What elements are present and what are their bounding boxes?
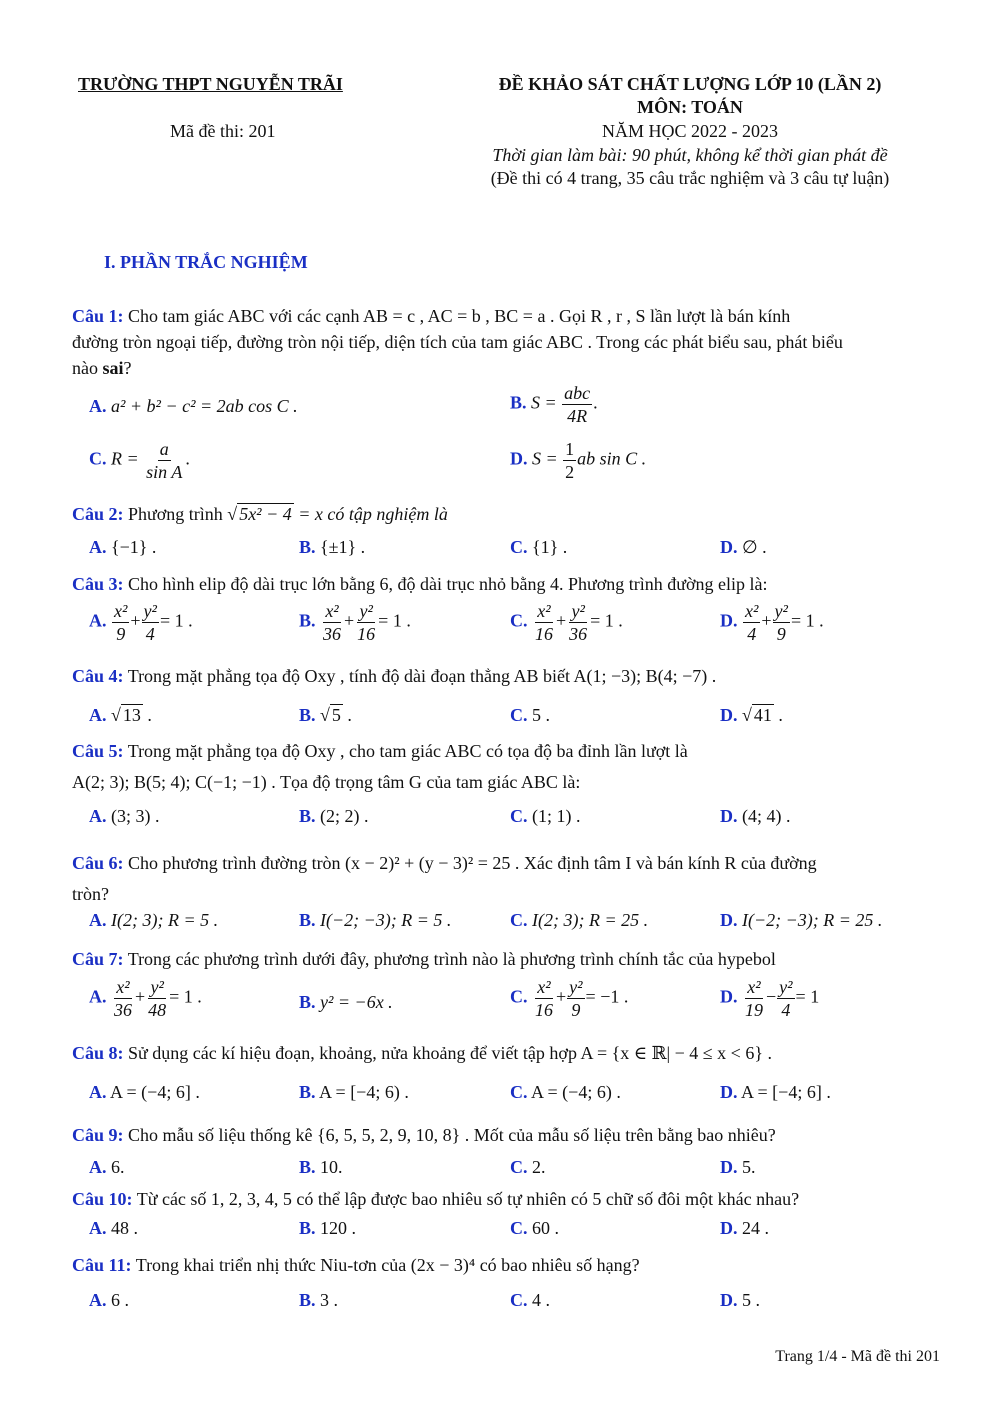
option-text: 3 . bbox=[320, 1290, 339, 1310]
fraction-numerator: x² bbox=[537, 601, 551, 621]
option-d[interactable]: D. √ 41 . bbox=[720, 705, 783, 725]
option-letter: B. bbox=[299, 806, 316, 826]
page-footer: Trang 1/4 - Mã đề thi 201 bbox=[775, 1348, 940, 1365]
question-label: Câu 7: bbox=[72, 949, 124, 969]
option-a[interactable] bbox=[89, 1157, 125, 1178]
option-text: {−1} . bbox=[111, 537, 157, 557]
option-tail: = 1 bbox=[795, 986, 820, 1007]
option-letter: D. bbox=[720, 537, 738, 557]
fraction-denominator: 16 bbox=[357, 624, 376, 644]
option-text: 60 . bbox=[532, 1218, 559, 1238]
question-text: tròn? bbox=[72, 884, 109, 904]
option-b[interactable] bbox=[510, 384, 598, 425]
radicand: 13 bbox=[122, 705, 141, 725]
fraction-denominator: 36 bbox=[114, 1000, 132, 1020]
option-text: (3; 3) . bbox=[111, 806, 160, 826]
option-b[interactable]: B. √ 5 . bbox=[299, 705, 352, 725]
option-a[interactable] bbox=[89, 1290, 129, 1311]
option-text: I(2; 3); R = 25 . bbox=[532, 910, 649, 930]
option-text: (2; 2) . bbox=[320, 806, 369, 826]
option-text: 6. bbox=[111, 1157, 125, 1177]
question-3 bbox=[72, 571, 942, 597]
fraction-denominator: 19 bbox=[745, 1000, 763, 1020]
operator: + bbox=[135, 986, 146, 1007]
question-label: Câu 9: bbox=[72, 1125, 124, 1145]
section-title: I. PHẦN TRẮC NGHIỆM bbox=[104, 252, 308, 272]
option-c[interactable] bbox=[510, 806, 581, 827]
option-text: {±1} . bbox=[320, 537, 366, 557]
option-letter: B. bbox=[299, 537, 316, 557]
option-text: 48 . bbox=[111, 1218, 138, 1238]
emphasis-word: sai bbox=[102, 358, 124, 378]
fraction-numerator: x² bbox=[537, 977, 551, 997]
question-text: Trong khai triển nhị thức Niu-tơn của (2x − 3)⁴ có bao nhiêu số hạng? bbox=[135, 1255, 640, 1275]
question-label: Câu 8: bbox=[72, 1043, 124, 1063]
option-b[interactable] bbox=[299, 602, 411, 643]
option-letter: A. bbox=[89, 610, 107, 631]
option-c[interactable] bbox=[89, 440, 190, 481]
fraction-denominator: 4R bbox=[567, 406, 588, 426]
option-letter: D. bbox=[720, 1218, 738, 1238]
fraction-numerator: a bbox=[159, 439, 169, 459]
option-letter: D. bbox=[720, 705, 738, 725]
question-11 bbox=[72, 1252, 942, 1278]
fraction-numerator: x² bbox=[745, 601, 759, 621]
question-4 bbox=[72, 663, 942, 689]
option-text: ∅ . bbox=[742, 537, 767, 557]
option-letter: C. bbox=[510, 1290, 528, 1310]
option-b[interactable] bbox=[299, 537, 365, 558]
option-letter: B. bbox=[299, 1290, 316, 1310]
time-note: Thời gian làm bài: 90 phút, không kể thời gian phát đề bbox=[492, 145, 888, 165]
option-b[interactable] bbox=[299, 1082, 409, 1103]
option-text: 5. bbox=[742, 1157, 756, 1177]
fraction-numerator: y² bbox=[150, 977, 164, 997]
fraction-denominator: 36 bbox=[323, 624, 342, 644]
option-text: I(−2; −3); R = 5 . bbox=[320, 910, 452, 930]
question-1 bbox=[72, 303, 942, 381]
option-text: A = [−4; 6) . bbox=[319, 1082, 409, 1102]
question-label: Câu 5: bbox=[72, 741, 124, 761]
option-text: 6 . bbox=[111, 1290, 129, 1310]
option-b[interactable] bbox=[299, 1218, 356, 1239]
option-tail: ab sin C . bbox=[577, 448, 647, 469]
option-b[interactable] bbox=[299, 1157, 343, 1178]
option-tail: . bbox=[778, 705, 783, 725]
option-d[interactable] bbox=[720, 602, 824, 643]
option-c[interactable] bbox=[510, 1218, 559, 1239]
option-d[interactable] bbox=[720, 806, 791, 827]
option-d[interactable] bbox=[720, 1082, 831, 1103]
option-a[interactable] bbox=[89, 1218, 138, 1239]
radicand: 5 bbox=[331, 705, 341, 725]
fraction-denominator: 36 bbox=[569, 624, 588, 644]
option-letter: A. bbox=[89, 910, 107, 930]
option-text: 24 . bbox=[742, 1218, 769, 1238]
option-text: 2. bbox=[532, 1157, 546, 1177]
option-letter: D. bbox=[720, 806, 738, 826]
option-c[interactable] bbox=[510, 537, 567, 558]
option-letter: C. bbox=[510, 537, 528, 557]
question-text: Cho mẫu số liệu thống kê {6, 5, 5, 2, 9, 10, 8} . Mốt của mẫu số liệu trên bằng bao nhiêu? bbox=[128, 1125, 776, 1145]
question-text: Từ các số 1, 2, 3, 4, 5 có thể lập được bao nhiêu số tự nhiên có 5 chữ số đôi một khác nhau? bbox=[136, 1189, 800, 1209]
option-letter: A. bbox=[89, 1290, 107, 1310]
option-letter: D. bbox=[720, 610, 738, 631]
option-letter: D. bbox=[720, 1290, 738, 1310]
fraction-numerator: x² bbox=[114, 601, 128, 621]
question-text: Cho tam giác ABC với các cạnh AB = c , AC = b , BC = a . Gọi R , r , S lần lượt là bán kính bbox=[128, 306, 791, 326]
option-letter: D. bbox=[720, 910, 738, 930]
question-text: ? bbox=[123, 358, 132, 378]
question-2 bbox=[72, 501, 942, 527]
option-text: 4 . bbox=[532, 1290, 550, 1310]
question-9 bbox=[72, 1122, 942, 1148]
option-d[interactable] bbox=[720, 1218, 769, 1239]
option-a[interactable] bbox=[89, 806, 160, 827]
option-text: 5 . bbox=[742, 1290, 760, 1310]
option-letter: D. bbox=[510, 448, 528, 469]
subject: MÔN: TOÁN bbox=[637, 97, 743, 117]
option-letter: C. bbox=[510, 986, 528, 1007]
option-b[interactable] bbox=[299, 910, 451, 931]
option-letter: C. bbox=[510, 1157, 528, 1177]
fraction-denominator: 4 bbox=[747, 624, 757, 644]
fraction-numerator: 1 bbox=[565, 439, 575, 459]
option-text: y² = −6x . bbox=[320, 992, 393, 1012]
fraction-numerator: y² bbox=[779, 977, 793, 997]
option-a[interactable] bbox=[89, 978, 202, 1019]
option-d[interactable] bbox=[510, 440, 646, 481]
option-a[interactable] bbox=[89, 910, 218, 931]
option-letter: B. bbox=[299, 910, 316, 930]
question-text: Cho hình elip độ dài trục lớn bằng 6, độ dài trục nhỏ bằng 4. Phương trình đường elip là: bbox=[128, 574, 768, 594]
option-tail: . bbox=[347, 705, 352, 725]
option-text: I(−2; −3); R = 25 . bbox=[742, 910, 883, 930]
option-letter: D. bbox=[720, 986, 738, 1007]
option-text: 120 . bbox=[320, 1218, 357, 1238]
fraction-denominator: 16 bbox=[535, 624, 553, 644]
option-c[interactable] bbox=[510, 705, 550, 726]
fraction-numerator: y² bbox=[774, 601, 788, 621]
question-label: Câu 4: bbox=[72, 666, 124, 686]
fraction-denominator: 9 bbox=[116, 624, 126, 644]
question-text: Sử dụng các kí hiệu đoạn, khoảng, nửa khoảng để viết tập hợp A = {x ∈ ℝ| − 4 ≤ x < 6} . bbox=[128, 1043, 772, 1063]
option-letter: A. bbox=[89, 705, 107, 725]
fraction-numerator: y² bbox=[569, 977, 583, 997]
question-5 bbox=[72, 736, 942, 798]
fraction-denominator: sin A bbox=[146, 462, 183, 482]
option-a[interactable] bbox=[89, 602, 193, 643]
fraction-denominator: 9 bbox=[776, 624, 786, 644]
fraction-numerator: abc bbox=[564, 383, 591, 403]
exam-title: ĐỀ KHẢO SÁT CHẤT LƯỢNG LỚP 10 (LẦN 2) bbox=[498, 74, 882, 94]
fraction-denominator: 2 bbox=[565, 462, 575, 482]
option-d[interactable] bbox=[720, 1290, 760, 1311]
option-text: A = [−4; 6] . bbox=[741, 1082, 831, 1102]
option-letter: C. bbox=[510, 610, 528, 631]
question-10 bbox=[72, 1186, 942, 1212]
option-tail: = 1 . bbox=[790, 610, 824, 631]
option-letter: B. bbox=[299, 992, 316, 1012]
question-label: Câu 3: bbox=[72, 574, 124, 594]
option-c[interactable] bbox=[510, 910, 648, 931]
option-text: I(2; 3); R = 5 . bbox=[111, 910, 219, 930]
option-a[interactable]: A. √ 13 . bbox=[89, 705, 152, 725]
operator: + bbox=[130, 610, 141, 631]
fraction-numerator: y² bbox=[359, 601, 373, 621]
option-d[interactable] bbox=[720, 910, 882, 931]
option-c[interactable] bbox=[510, 978, 628, 1019]
option-tail: . bbox=[593, 392, 598, 413]
option-b[interactable] bbox=[299, 1290, 338, 1311]
fraction-numerator: x² bbox=[116, 977, 130, 997]
option-letter: B. bbox=[299, 1082, 316, 1102]
option-a[interactable] bbox=[89, 537, 156, 558]
option-letter: B. bbox=[299, 1218, 316, 1238]
question-label: Câu 1: bbox=[72, 306, 124, 326]
option-b[interactable] bbox=[299, 806, 369, 827]
operator: + bbox=[556, 986, 567, 1007]
question-text: Cho phương trình đường tròn (x − 2)² + (y − 3)² = 25 . Xác định tâm I và bán kính R của đường bbox=[128, 853, 817, 873]
option-letter: C. bbox=[510, 705, 528, 725]
exam-code: Mã đề thi: 201 bbox=[170, 121, 276, 141]
option-letter: A. bbox=[89, 806, 107, 826]
option-tail: = 1 . bbox=[169, 986, 202, 1007]
option-text: S = bbox=[532, 448, 558, 469]
question-text: đường tròn ngoại tiếp, đường tròn nội tiếp, diện tích của tam giác ABC . Trong các phát biểu sau, phát biểu bbox=[72, 332, 843, 352]
option-letter: B. bbox=[299, 705, 316, 725]
fraction-denominator: 16 bbox=[535, 1000, 553, 1020]
fraction-numerator: y² bbox=[571, 601, 585, 621]
question-7 bbox=[72, 946, 942, 972]
question-text: = x có tập nghiệm là bbox=[298, 504, 448, 524]
school-name: TRƯỜNG THPT NGUYỄN TRÃI bbox=[78, 74, 343, 94]
question-label: Câu 6: bbox=[72, 853, 124, 873]
question-8 bbox=[72, 1040, 942, 1066]
option-b[interactable] bbox=[299, 992, 393, 1013]
operator: + bbox=[344, 610, 355, 631]
question-text: Phương trình bbox=[128, 504, 223, 524]
operator: − bbox=[766, 986, 777, 1007]
sqrt-expression: √ 5x² − 4 bbox=[227, 504, 292, 524]
option-letter: A. bbox=[89, 1082, 107, 1102]
option-text: S = bbox=[531, 392, 557, 413]
option-a[interactable] bbox=[89, 396, 298, 417]
question-6 bbox=[72, 848, 942, 910]
operator: + bbox=[556, 610, 567, 631]
fraction-denominator: 9 bbox=[571, 1000, 581, 1020]
option-text: R = bbox=[111, 448, 139, 469]
option-letter: C. bbox=[510, 1218, 528, 1238]
option-tail: . bbox=[147, 705, 152, 725]
operator: + bbox=[761, 610, 772, 631]
option-text: 5 . bbox=[532, 705, 550, 725]
option-letter: A. bbox=[89, 986, 107, 1007]
option-letter: C. bbox=[89, 448, 107, 469]
option-text: (1; 1) . bbox=[532, 806, 581, 826]
option-text: a² + b² − c² = 2ab cos C . bbox=[111, 396, 298, 416]
option-text: 10. bbox=[320, 1157, 343, 1177]
option-tail: . bbox=[185, 448, 190, 469]
option-letter: A. bbox=[89, 1157, 107, 1177]
question-text: Trong các phương trình dưới đây, phương trình nào là phương trình chính tắc của hypebol bbox=[127, 949, 776, 969]
option-tail: = 1 . bbox=[159, 610, 193, 631]
question-label: Câu 11: bbox=[72, 1255, 132, 1275]
option-tail: = 1 . bbox=[378, 610, 411, 631]
option-c[interactable] bbox=[510, 1157, 546, 1178]
option-letter: C. bbox=[510, 806, 528, 826]
option-letter: D. bbox=[720, 1157, 738, 1177]
option-d[interactable] bbox=[720, 1157, 756, 1178]
option-letter: A. bbox=[89, 537, 107, 557]
pages-note: (Đề thi có 4 trang, 35 câu trắc nghiệm và 3 câu tự luận) bbox=[490, 168, 890, 188]
fraction-denominator: 48 bbox=[148, 1000, 167, 1020]
option-text: {1} . bbox=[532, 537, 568, 557]
fraction-numerator: x² bbox=[747, 977, 761, 997]
option-text: A = (−4; 6] . bbox=[110, 1082, 200, 1102]
fraction-numerator: x² bbox=[325, 601, 339, 621]
option-d[interactable] bbox=[720, 537, 767, 558]
option-letter: D. bbox=[720, 1082, 738, 1102]
option-tail: = 1 . bbox=[590, 610, 623, 631]
option-d[interactable] bbox=[720, 978, 819, 1019]
option-tail: = −1 . bbox=[585, 986, 629, 1007]
fraction-denominator: 4 bbox=[145, 624, 155, 644]
question-label: Câu 2: bbox=[72, 504, 124, 524]
question-label: Câu 10: bbox=[72, 1189, 133, 1209]
option-letter: A. bbox=[89, 396, 107, 416]
option-letter: C. bbox=[510, 1082, 528, 1102]
option-letter: B. bbox=[299, 610, 316, 631]
option-text: A = (−4; 6) . bbox=[531, 1082, 621, 1102]
option-c[interactable] bbox=[510, 1290, 550, 1311]
option-text: (4; 4) . bbox=[742, 806, 791, 826]
question-text: Trong mặt phẳng tọa độ Oxy , tính độ dài đoạn thẳng AB biết A(1; −3); B(4; −7) . bbox=[127, 666, 717, 686]
question-text: nào bbox=[72, 358, 103, 378]
question-text: Trong mặt phẳng tọa độ Oxy , cho tam giác ABC có tọa độ ba đỉnh lần lượt là bbox=[127, 741, 688, 761]
school-year: NĂM HỌC 2022 - 2023 bbox=[601, 121, 778, 141]
radicand: 5x² − 4 bbox=[239, 504, 292, 524]
option-c[interactable] bbox=[510, 1082, 621, 1103]
option-letter: A. bbox=[89, 1218, 107, 1238]
option-c[interactable] bbox=[510, 602, 623, 643]
option-letter: C. bbox=[510, 910, 528, 930]
option-letter: B. bbox=[299, 1157, 316, 1177]
option-a[interactable] bbox=[89, 1082, 200, 1103]
fraction-numerator: y² bbox=[143, 601, 157, 621]
option-letter: B. bbox=[510, 392, 527, 413]
question-text: A(2; 3); B(5; 4); C(−1; −1) . Tọa độ trọng tâm G của tam giác ABC là: bbox=[72, 772, 581, 792]
radicand: 41 bbox=[753, 705, 772, 725]
fraction-denominator: 4 bbox=[781, 1000, 791, 1020]
